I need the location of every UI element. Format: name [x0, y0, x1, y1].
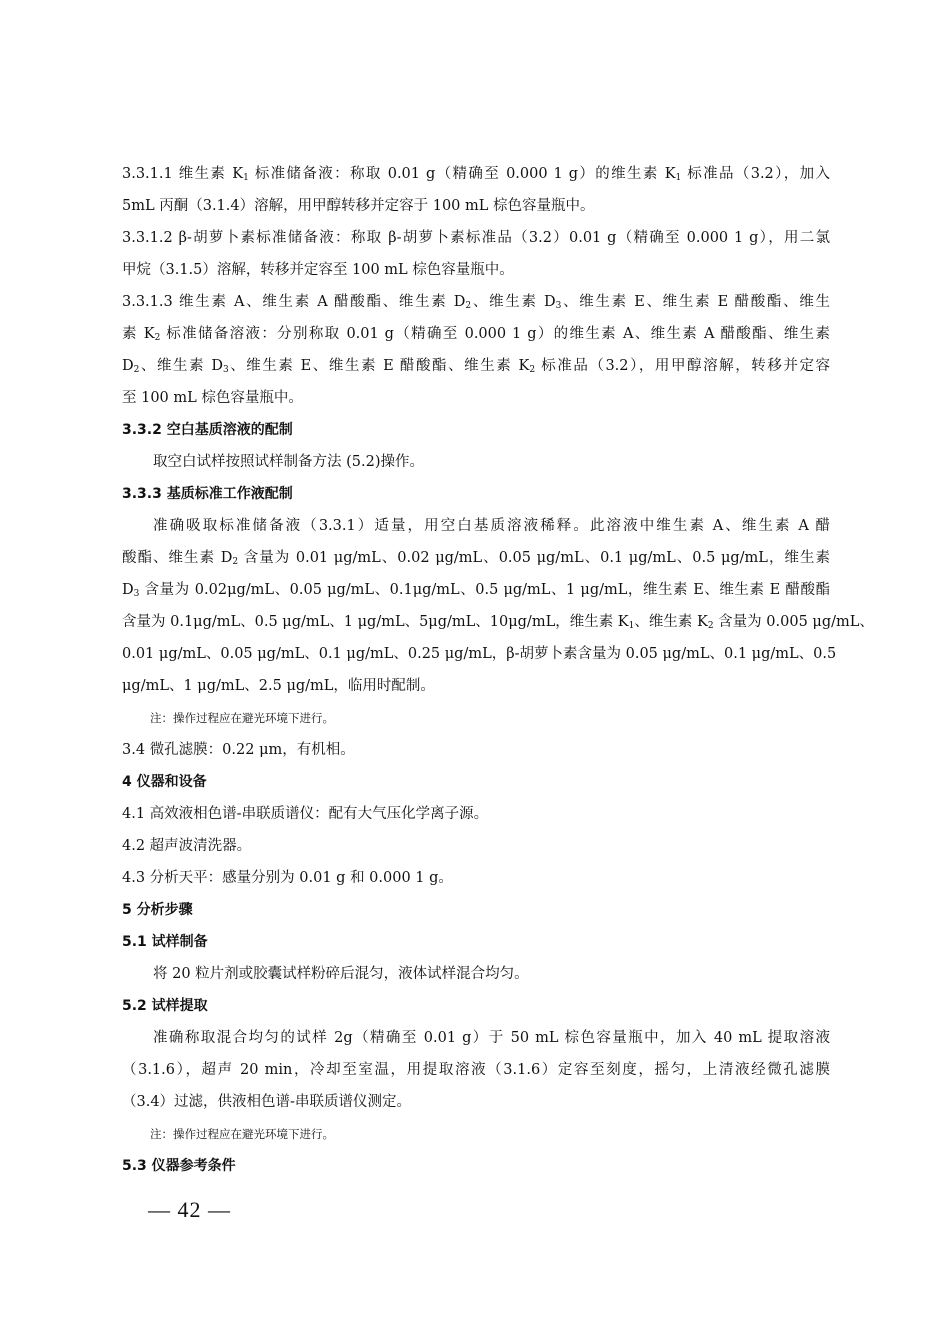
paragraph-3-3-3-line-1: 准确吸取标准储备液（3.3.1）适量，用空白基质溶液稀释。此溶液中维生素 A、维生素 A 醋	[153, 518, 830, 534]
paragraph-3-3-3-line-5: 0.01 μg/mL、0.05 μg/mL、0.1 μg/mL、0.25 μg/mL，β-胡萝卜素含量为 0.05 μg/mL、0.1 μg/mL、0.5	[122, 646, 837, 662]
heading-5-2: 5.2 试样提取	[122, 998, 208, 1014]
paragraph-4-2: 4.2 超声波清洗器。	[122, 838, 252, 854]
paragraph-3-3-1-3-line-2: 素 $K_2$ 标准储备溶液：分别称取 0.01 g（精确至 0.000 1 g）的维生素 A、维生素 A 醋酸酯、维生素	[122, 326, 830, 343]
paragraph-3-3-3-line-2: 酸酯、维生素 $D_2$ 含量为 0.01 μg/mL、0.02 μg/mL、0.05 μg/mL、0.1 μg/mL、0.5 μg/mL，维生素	[122, 550, 830, 567]
note-2: 注：操作过程应在避光环境下进行。	[150, 1127, 334, 1141]
heading-3-3-2: 3.3.2 空白基质溶液的配制	[122, 422, 293, 438]
paragraph-3-3-1-2-line-1: 3.3.1.2 β-胡萝卜素标准储备液：称取 β-胡萝卜素标准品（3.2）0.01 g（精确至 0.000 1 g），用二氯	[122, 230, 830, 246]
paragraph-3-3-1-1-line-1: 3.3.1.1 维生素 $K_1$ 标准储备液：称取 0.01 g（精确至 0.000 1 g）的维生素 $K_1$ 标准品（3.2），加入	[122, 166, 830, 183]
paragraph-3-3-2: 取空白试样按照试样制备方法 (5.2)操作。	[153, 454, 424, 470]
paragraph-5-1: 将 20 粒片剂或胶囊试样粉碎后混匀，液体试样混合均匀。	[153, 966, 529, 982]
paragraph-5-2-line-2: （3.1.6），超声 20 min，冷却至室温，用提取溶液（3.1.6）定容至刻度，摇匀，上清液经微孔滤膜	[122, 1062, 830, 1078]
heading-4: 4 仪器和设备	[122, 774, 207, 790]
heading-5: 5 分析步骤	[122, 902, 193, 918]
paragraph-3-4: 3.4 微孔滤膜：0.22 μm，有机相。	[122, 742, 355, 758]
heading-5-1: 5.1 试样制备	[122, 934, 208, 950]
paragraph-3-3-3-line-4: 含量为 0.1μg/mL、0.5 μg/mL、1 μg/mL、5μg/mL、10μg/mL，维生素 $K_1$、维生素 $K_2$ 含量为 0.005 μg/mL、	[122, 614, 874, 631]
paragraph-4-3: 4.3 分析天平：感量分别为 0.01 g 和 0.000 1 g。	[122, 870, 453, 886]
document-page	[122, 158, 874, 1182]
heading-5-3: 5.3 仪器参考条件	[122, 1158, 236, 1174]
note-1: 注：操作过程应在避光环境下进行。	[150, 711, 334, 725]
page-number: — 42 —	[148, 1197, 231, 1222]
paragraph-5-2-line-1: 准确称取混合均匀的试样 2g（精确至 0.01 g）于 50 mL 棕色容量瓶中，加入 40 mL 提取溶液	[153, 1030, 830, 1046]
heading-3-3-3: 3.3.3 基质标准工作液配制	[122, 486, 293, 502]
paragraph-3-3-3-line-3: $D_3$ 含量为 0.02μg/mL、0.05 μg/mL、0.1μg/mL、0.5 μg/mL、1 μg/mL，维生素 E、维生素 E 醋酸酯	[122, 582, 830, 599]
paragraph-3-3-1-1-line-2: 5mL 丙酮（3.1.4）溶解，用甲醇转移并定容于 100 mL 棕色容量瓶中。	[122, 198, 595, 214]
paragraph-3-3-3-line-6: μg/mL、1 μg/mL、2.5 μg/mL，临用时配制。	[122, 678, 435, 694]
paragraph-4-1: 4.1 高效液相色谱-串联质谱仪：配有大气压化学离子源。	[122, 806, 489, 822]
paragraph-3-3-1-3-line-4: 至 100 mL 棕色容量瓶中。	[122, 390, 303, 406]
paragraph-3-3-1-3-line-3: $D_2$、维生素 $D_3$、维生素 E、维生素 E 醋酸酯、维生素 $K_2$ 标准品（3.2），用甲醇溶解，转移并定容	[122, 358, 831, 375]
paragraph-5-2-line-3: （3.4）过滤，供液相色谱-串联质谱仪测定。	[122, 1094, 411, 1110]
paragraph-3-3-1-3-line-1: 3.3.1.3 维生素 A、维生素 A 醋酸酯、维生素 $D_2$、维生素 $D_3$、维生素 E、维生素 E 醋酸酯、维生	[122, 294, 831, 311]
paragraph-3-3-1-2-line-2: 甲烷（3.1.5）溶解，转移并定容至 100 mL 棕色容量瓶中。	[122, 262, 514, 278]
